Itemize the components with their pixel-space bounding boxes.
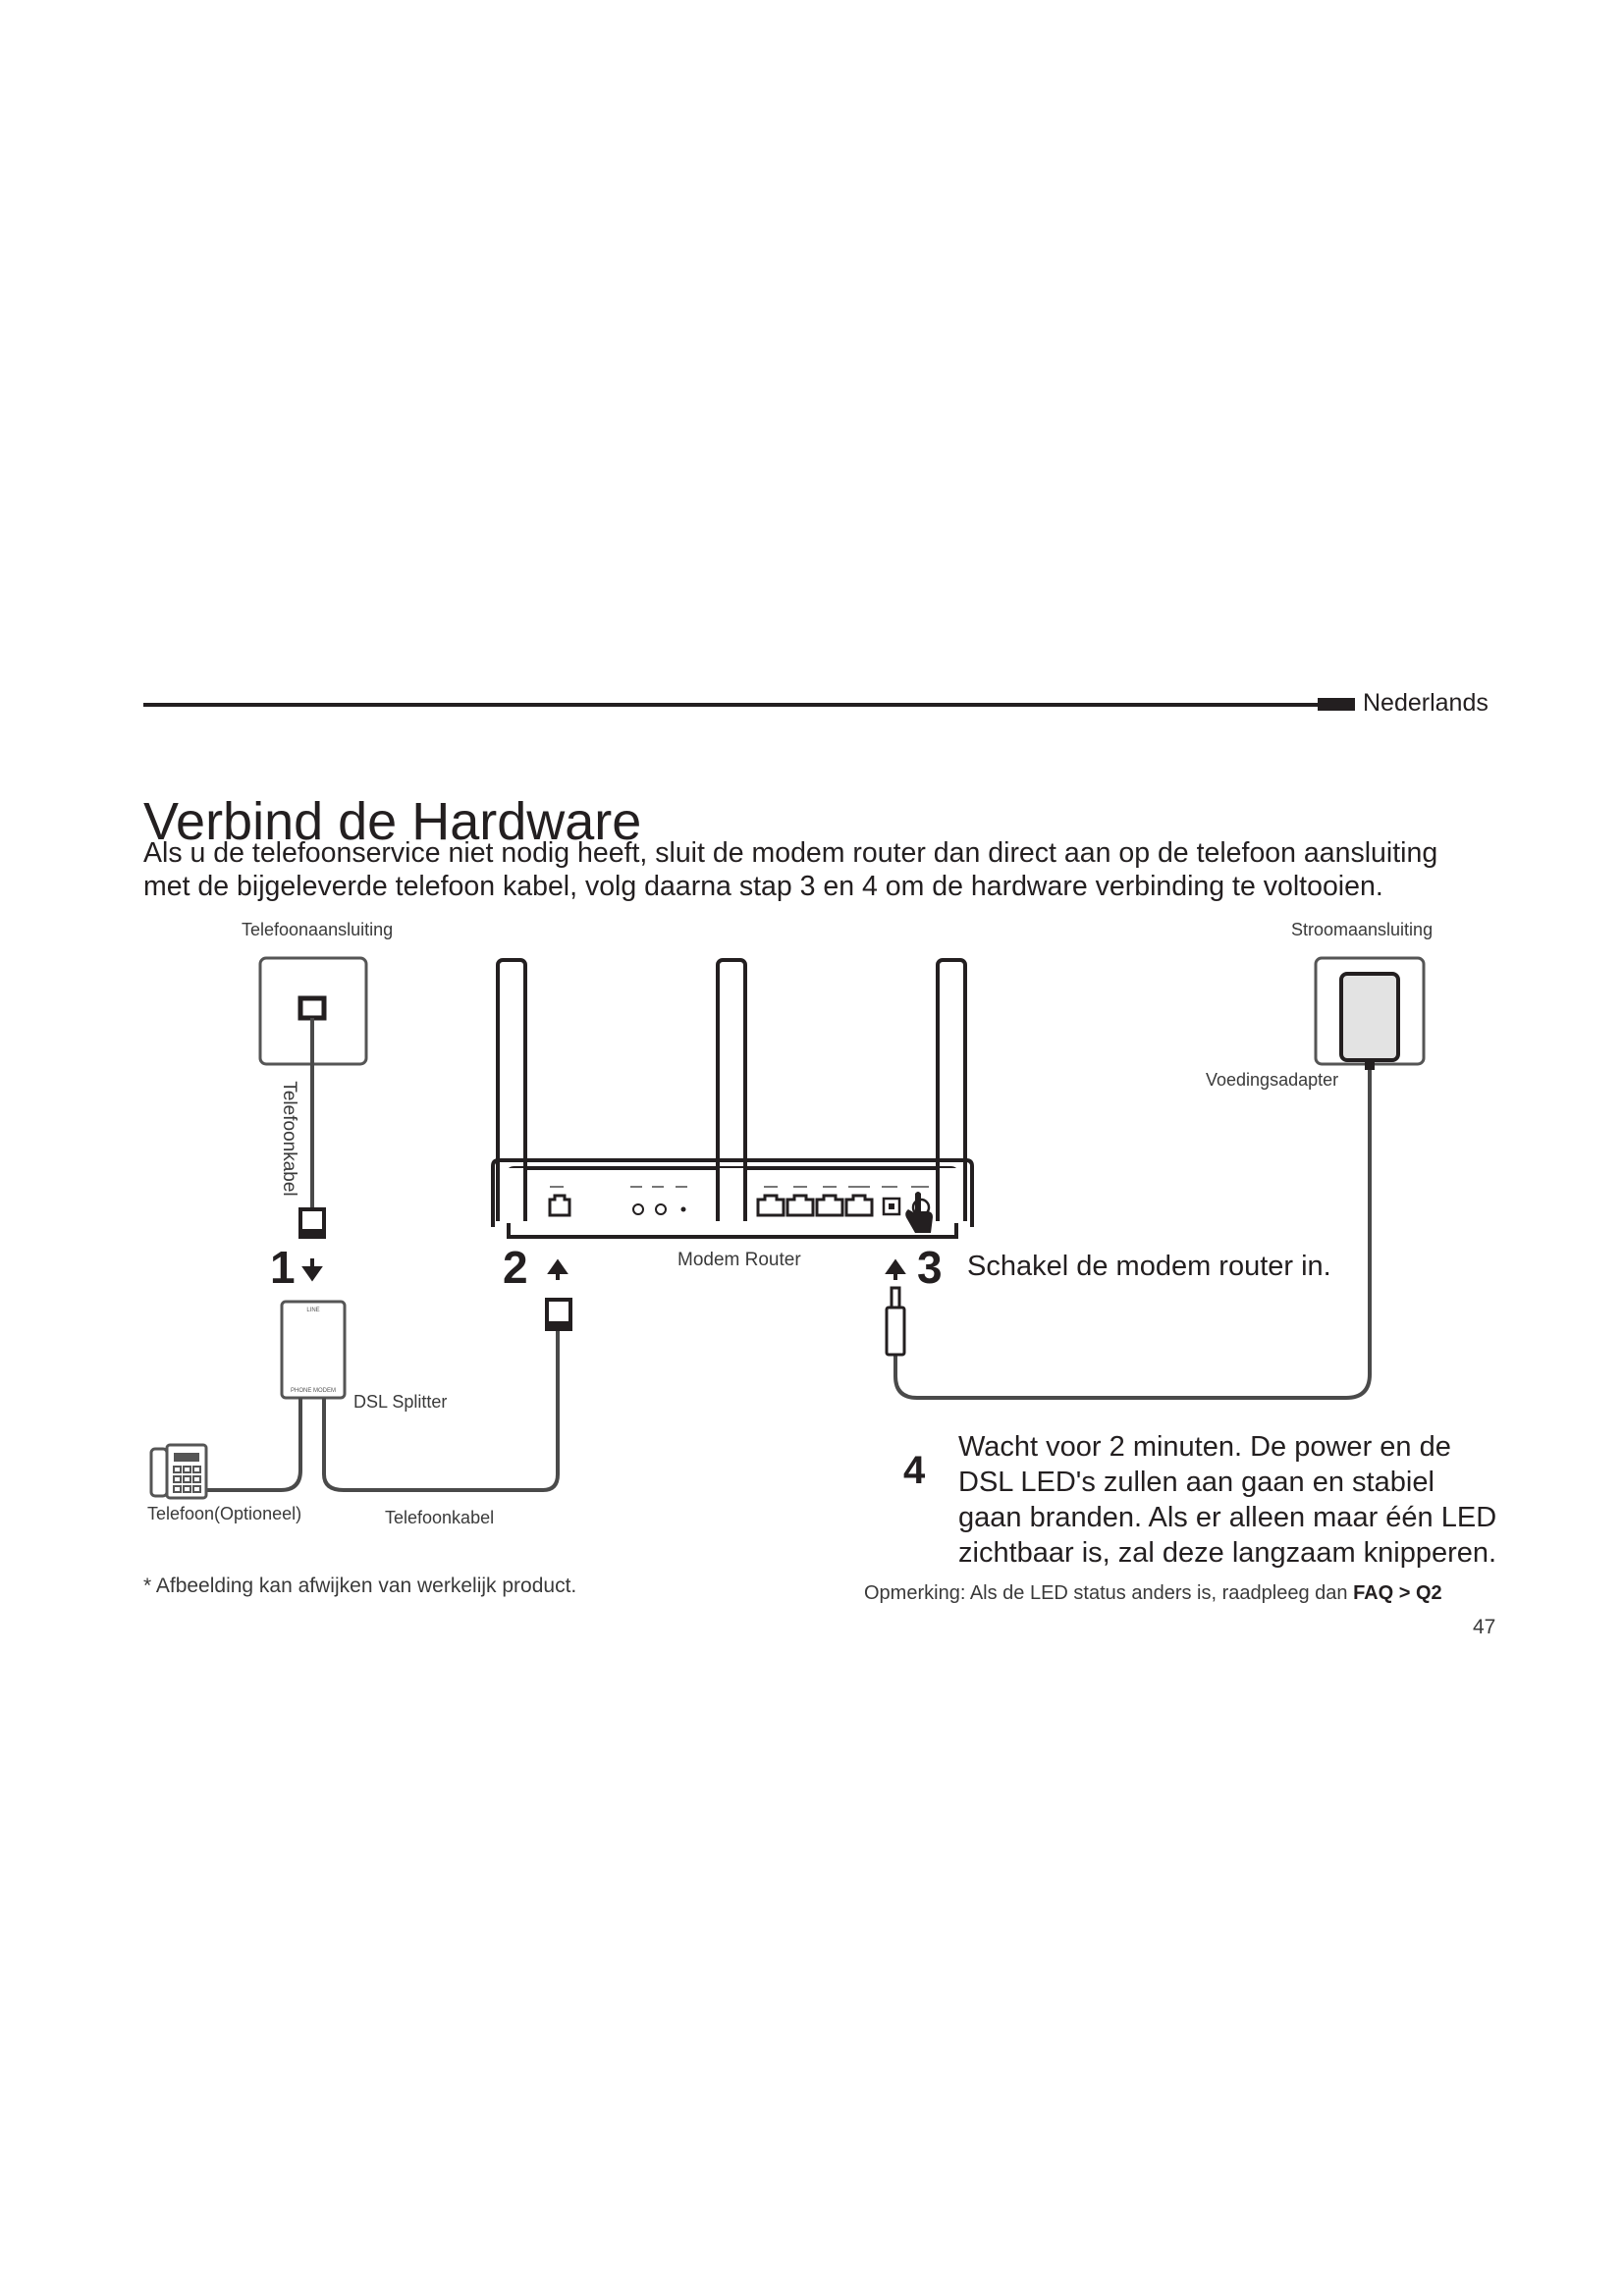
power-adapter-icon bbox=[1341, 974, 1398, 1070]
dsl-splitter-icon bbox=[282, 1302, 345, 1398]
step3-arrow-icon bbox=[889, 1262, 902, 1280]
phone-optional-label: Telefoon(Optioneel) bbox=[147, 1504, 302, 1523]
step-3-number: 3 bbox=[917, 1242, 943, 1293]
modem-router-icon bbox=[493, 960, 972, 1237]
note-text: Opmerking: Als de LED status anders is, raadpleeg dan bbox=[864, 1582, 1354, 1604]
step1-arrow-icon bbox=[305, 1258, 319, 1278]
step-4-line-1: Wacht voor 2 minuten. De power en de bbox=[958, 1431, 1451, 1463]
phone-cable-to-phone bbox=[196, 1398, 300, 1490]
splitter-line-text: LINE bbox=[306, 1308, 320, 1313]
cable-plug-icon bbox=[300, 1209, 324, 1237]
language-label: Nederlands bbox=[1363, 689, 1489, 717]
step-2-number: 2 bbox=[503, 1242, 528, 1293]
phone-jack-label: Telefoonaansluiting bbox=[242, 920, 394, 939]
intro-line-2: met de bijgeleverde telefoon kabel, volg daarna stap 3 en 4 om de hardware verbinding te voltooien. bbox=[143, 871, 1383, 902]
step-3-text: Schakel de modem router in. bbox=[967, 1251, 1331, 1282]
step-4-number: 4 bbox=[903, 1449, 926, 1492]
step2-arrow-icon bbox=[551, 1262, 565, 1280]
phone-cable-vertical-label: Telefoonkabel bbox=[279, 1081, 299, 1197]
page-title: Verbind de Hardware bbox=[143, 792, 642, 852]
step-1-number: 1 bbox=[270, 1242, 296, 1293]
telephone-icon bbox=[151, 1445, 206, 1498]
step-4-line-4: zichtbaar is, zal deze langzaam knipperen. bbox=[958, 1537, 1497, 1569]
power-outlet-label: Stroomaansluiting bbox=[1291, 920, 1434, 939]
page-number: 47 bbox=[1473, 1616, 1496, 1638]
power-adapter-label: Voedingsadapter bbox=[1206, 1070, 1339, 1090]
step-4-line-2: DSL LED's zullen aan gaan en stabiel bbox=[958, 1467, 1435, 1498]
splitter-ports-text: PHONE MODEM bbox=[290, 1388, 337, 1394]
modem-cable-plug-icon bbox=[547, 1300, 570, 1329]
step-4-text bbox=[958, 1429, 1496, 1571]
phone-cable-bottom-label: Telefoonkabel bbox=[385, 1508, 495, 1527]
intro-line-1: Als u de telefoonservice niet nodig heeft, sluit de modem router dan direct aan op de telefoon aansluiting bbox=[143, 837, 1438, 869]
modem-router-label: Modem Router bbox=[677, 1250, 801, 1270]
power-plug-icon bbox=[887, 1288, 904, 1355]
step-4-line-3: gaan branden. Als er alleen maar één LED bbox=[958, 1502, 1497, 1533]
note bbox=[864, 1582, 1442, 1605]
faq-reference: FAQ > Q2 bbox=[1353, 1582, 1442, 1604]
dsl-splitter-label: DSL Splitter bbox=[353, 1392, 448, 1412]
footnote: * Afbeelding kan afwijken van werkelijk product. bbox=[143, 1575, 577, 1597]
